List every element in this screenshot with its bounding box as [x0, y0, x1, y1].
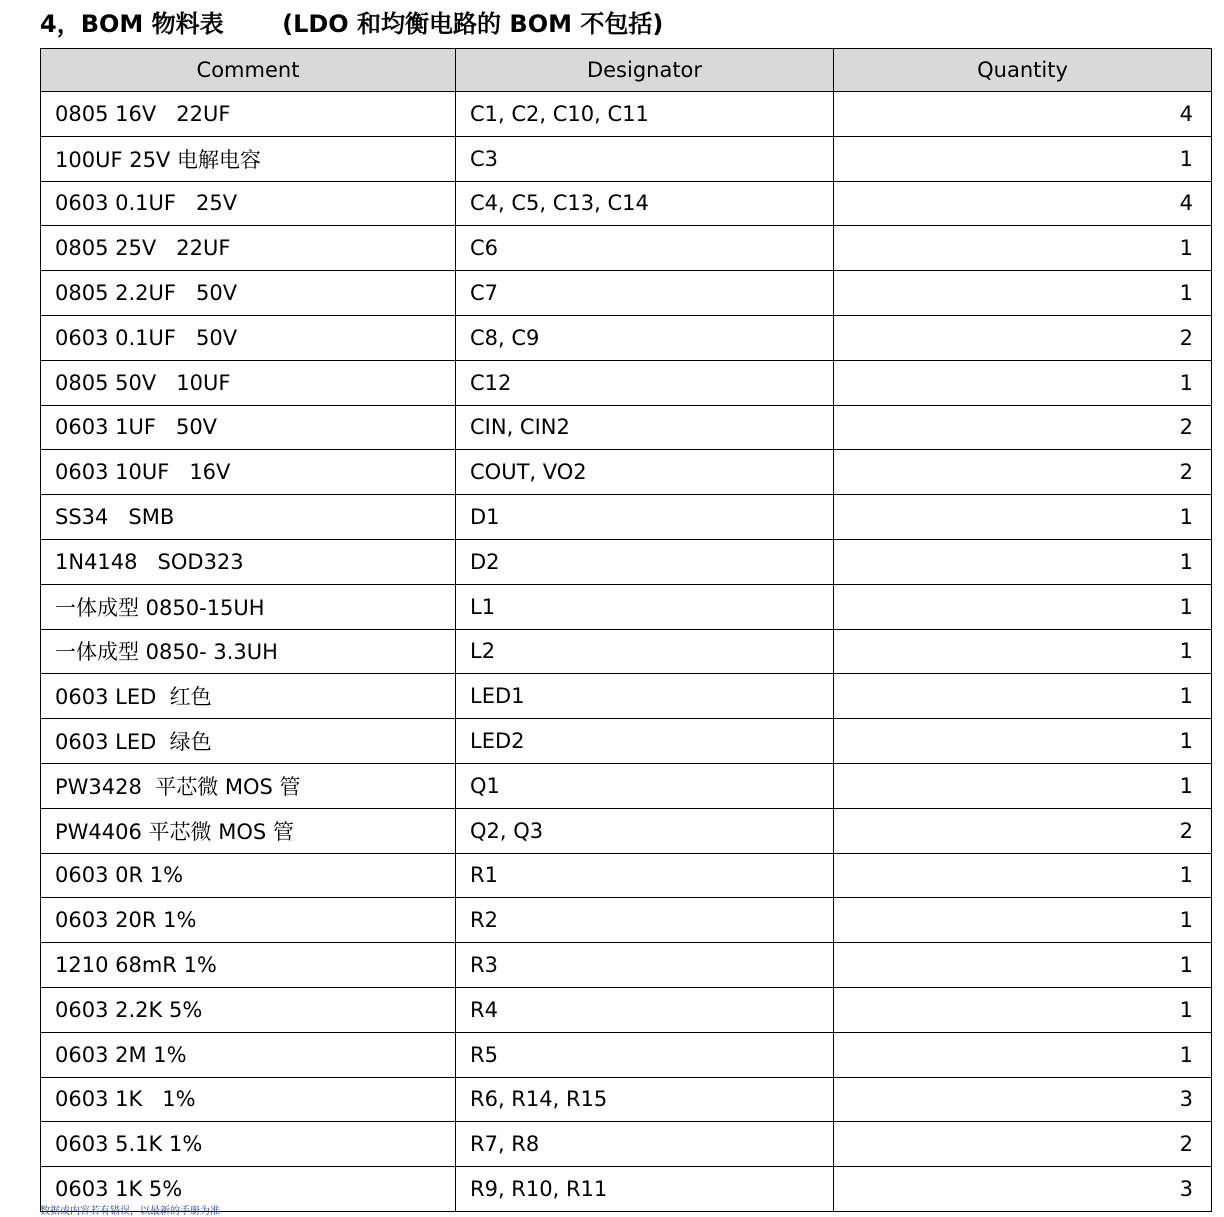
- designator-cell: C6: [456, 226, 834, 271]
- comment-cell: 0603 1K 5%: [41, 1167, 456, 1212]
- designator-cell: L2: [456, 629, 834, 674]
- designator-cell: C7: [456, 271, 834, 316]
- table-header-row: [41, 49, 1212, 92]
- header-designator: Designator: [456, 49, 834, 92]
- comment-cell: 0603 2M 1%: [41, 1032, 456, 1077]
- quantity-cell: 1: [834, 943, 1212, 988]
- comment-cell: 0805 2.2UF 50V: [41, 271, 456, 316]
- comment-cell: 0805 16V 22UF: [41, 92, 456, 137]
- comment-cell: 0603 2.2K 5%: [41, 987, 456, 1032]
- table-row: [41, 271, 1212, 316]
- table-row: [41, 1077, 1212, 1122]
- table-row: [41, 808, 1212, 853]
- comment-cell: 1210 68mR 1%: [41, 943, 456, 988]
- quantity-cell: 1: [834, 1032, 1212, 1077]
- comment-cell: 0603 1K 1%: [41, 1077, 456, 1122]
- quantity-cell: 1: [834, 495, 1212, 540]
- quantity-cell: 3: [834, 1077, 1212, 1122]
- table-row: [41, 539, 1212, 584]
- quantity-cell: 1: [834, 629, 1212, 674]
- designator-cell: R2: [456, 898, 834, 943]
- table-row: [41, 1122, 1212, 1167]
- designator-cell: R7, R8: [456, 1122, 834, 1167]
- table-row: [41, 360, 1212, 405]
- table-row: [41, 987, 1212, 1032]
- comment-cell: SS34 SMB: [41, 495, 456, 540]
- table-row: [41, 450, 1212, 495]
- designator-cell: R3: [456, 943, 834, 988]
- designator-cell: R1: [456, 853, 834, 898]
- table-row: [41, 1032, 1212, 1077]
- quantity-cell: 1: [834, 719, 1212, 764]
- comment-cell: 一体成型 0850-15UH: [41, 584, 456, 629]
- section-title: 4，BOM 物料表 (LDO 和均衡电路的 BOM 不包括): [40, 10, 664, 38]
- quantity-cell: 2: [834, 405, 1212, 450]
- table-row: [41, 584, 1212, 629]
- comment-cell: 100UF 25V 电解电容: [41, 136, 456, 181]
- comment-cell: 0603 10UF 16V: [41, 450, 456, 495]
- table-row: [41, 226, 1212, 271]
- table-row: [41, 92, 1212, 137]
- table-row: [41, 763, 1212, 808]
- comment-cell: 0805 50V 10UF: [41, 360, 456, 405]
- comment-cell: 一体成型 0850- 3.3UH: [41, 629, 456, 674]
- designator-cell: COUT, VO2: [456, 450, 834, 495]
- quantity-cell: 1: [834, 360, 1212, 405]
- table-row: [41, 495, 1212, 540]
- table-row: [41, 181, 1212, 226]
- comment-cell: 0603 0.1UF 50V: [41, 315, 456, 360]
- table-row: [41, 853, 1212, 898]
- bom-table-body: [41, 92, 1212, 1212]
- header-comment: Comment: [41, 49, 456, 92]
- comment-cell: 0603 5.1K 1%: [41, 1122, 456, 1167]
- quantity-cell: 1: [834, 853, 1212, 898]
- designator-cell: L1: [456, 584, 834, 629]
- bom-table: [40, 48, 1212, 1212]
- quantity-cell: 1: [834, 987, 1212, 1032]
- designator-cell: R6, R14, R15: [456, 1077, 834, 1122]
- designator-cell: C4, C5, C13, C14: [456, 181, 834, 226]
- table-row: [41, 898, 1212, 943]
- quantity-cell: 3: [834, 1167, 1212, 1212]
- table-row: [41, 674, 1212, 719]
- comment-cell: 0603 LED 绿色: [41, 719, 456, 764]
- designator-cell: LED2: [456, 719, 834, 764]
- comment-cell: 0805 25V 22UF: [41, 226, 456, 271]
- table-row: [41, 405, 1212, 450]
- designator-cell: LED1: [456, 674, 834, 719]
- designator-cell: R9, R10, R11: [456, 1167, 834, 1212]
- table-row: [41, 943, 1212, 988]
- header-quantity: Quantity: [834, 49, 1212, 92]
- designator-cell: R4: [456, 987, 834, 1032]
- table-row: [41, 315, 1212, 360]
- designator-cell: C3: [456, 136, 834, 181]
- comment-cell: 1N4148 SOD323: [41, 539, 456, 584]
- designator-cell: CIN, CIN2: [456, 405, 834, 450]
- comment-cell: 0603 LED 红色: [41, 674, 456, 719]
- designator-cell: Q2, Q3: [456, 808, 834, 853]
- comment-cell: PW4406 平芯微 MOS 管: [41, 808, 456, 853]
- quantity-cell: 2: [834, 315, 1212, 360]
- designator-cell: C8, C9: [456, 315, 834, 360]
- quantity-cell: 1: [834, 674, 1212, 719]
- quantity-cell: 2: [834, 808, 1212, 853]
- designator-cell: R5: [456, 1032, 834, 1077]
- table-row: [41, 136, 1212, 181]
- quantity-cell: 1: [834, 898, 1212, 943]
- designator-cell: D2: [456, 539, 834, 584]
- designator-cell: C12: [456, 360, 834, 405]
- quantity-cell: 4: [834, 181, 1212, 226]
- quantity-cell: 1: [834, 763, 1212, 808]
- comment-cell: 0603 0R 1%: [41, 853, 456, 898]
- comment-cell: PW3428 平芯微 MOS 管: [41, 763, 456, 808]
- quantity-cell: 1: [834, 226, 1212, 271]
- quantity-cell: 2: [834, 450, 1212, 495]
- table-row: [41, 1167, 1212, 1212]
- comment-cell: 0603 20R 1%: [41, 898, 456, 943]
- comment-cell: 0603 1UF 50V: [41, 405, 456, 450]
- quantity-cell: 2: [834, 1122, 1212, 1167]
- quantity-cell: 1: [834, 136, 1212, 181]
- quantity-cell: 1: [834, 271, 1212, 316]
- designator-cell: D1: [456, 495, 834, 540]
- quantity-cell: 1: [834, 539, 1212, 584]
- comment-cell: 0603 0.1UF 25V: [41, 181, 456, 226]
- quantity-cell: 1: [834, 584, 1212, 629]
- designator-cell: Q1: [456, 763, 834, 808]
- table-row: [41, 629, 1212, 674]
- quantity-cell: 4: [834, 92, 1212, 137]
- footer-note: 数据或内容若有错误，以最新的手册为准: [40, 1206, 220, 1217]
- designator-cell: C1, C2, C10, C11: [456, 92, 834, 137]
- table-row: [41, 719, 1212, 764]
